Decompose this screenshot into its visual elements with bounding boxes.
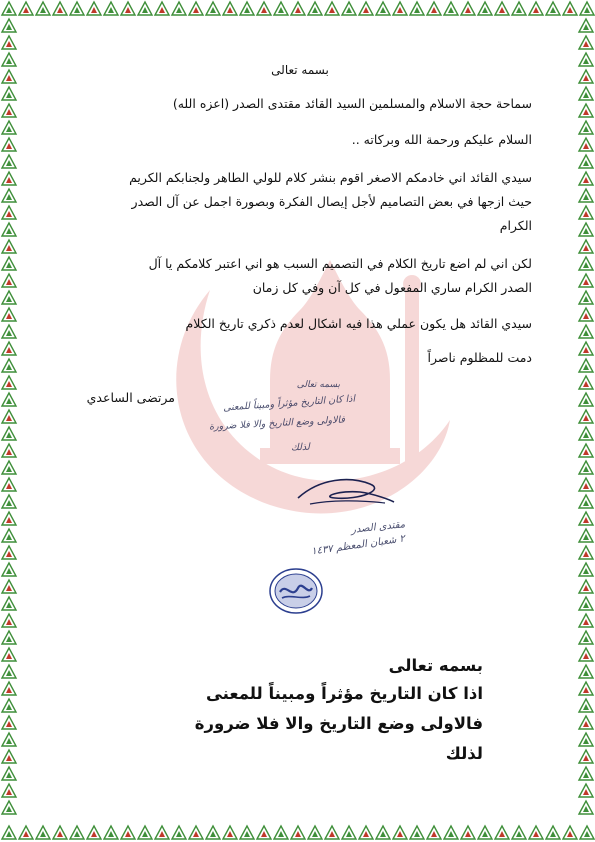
border-motif bbox=[529, 826, 543, 839]
border-motif bbox=[2, 206, 16, 219]
border-motif bbox=[359, 826, 373, 839]
border-motif bbox=[579, 597, 593, 610]
border-motif bbox=[579, 478, 593, 491]
border-motif bbox=[2, 716, 16, 729]
border-motif bbox=[579, 529, 593, 542]
border-motif bbox=[2, 342, 16, 355]
border-motif bbox=[2, 750, 16, 763]
handwritten-line-1: اذا كان التاريخ مؤثراً ومبيناً للمعنى bbox=[222, 393, 356, 414]
border-motif bbox=[579, 444, 593, 457]
border-motif bbox=[53, 2, 67, 15]
paragraph-2-line-2: الصدر الكرام ساري المفعول في كل آن وفي كل زمان bbox=[252, 280, 532, 295]
border-motif bbox=[478, 826, 492, 839]
border-motif bbox=[2, 53, 16, 66]
border-motif bbox=[2, 563, 16, 576]
border-motif bbox=[579, 19, 593, 32]
border-motif bbox=[2, 359, 16, 372]
border-motif bbox=[2, 325, 16, 338]
border-motif bbox=[87, 826, 101, 839]
border-motif bbox=[2, 376, 16, 389]
border-motif bbox=[325, 826, 339, 839]
border-motif bbox=[104, 2, 118, 15]
border-motif bbox=[461, 826, 475, 839]
border-motif bbox=[189, 2, 203, 15]
border-motif bbox=[495, 2, 509, 15]
border-motif bbox=[376, 826, 390, 839]
border-motif bbox=[2, 546, 16, 559]
border-motif bbox=[2, 801, 16, 814]
border-motif bbox=[2, 36, 16, 49]
border-motif bbox=[2, 444, 16, 457]
border-motif bbox=[495, 826, 509, 839]
border-motif bbox=[579, 495, 593, 508]
border-motif bbox=[138, 2, 152, 15]
border-motif bbox=[155, 826, 169, 839]
official-seal bbox=[268, 566, 324, 616]
border-motif bbox=[579, 308, 593, 321]
border-motif bbox=[579, 36, 593, 49]
border-motif bbox=[2, 699, 16, 712]
border-motif bbox=[579, 665, 593, 678]
border-motif bbox=[291, 826, 305, 839]
handwritten-line-2: فالاولى وضع التاريخ والا فلا ضرورة bbox=[208, 414, 346, 433]
border-motif bbox=[579, 699, 593, 712]
paragraph-1-line-2: حيث ازجها في بعض التصاميم لأجل إيصال الفكرة وبصورة اجمل عن آل الصدر bbox=[131, 194, 532, 209]
border-motif bbox=[70, 2, 84, 15]
border-motif bbox=[579, 257, 593, 270]
border-motif bbox=[579, 716, 593, 729]
border-motif bbox=[155, 2, 169, 15]
border-motif bbox=[2, 512, 16, 525]
border-motif bbox=[376, 2, 390, 15]
border-motif bbox=[2, 427, 16, 440]
border-motif bbox=[223, 826, 237, 839]
border-motif bbox=[342, 2, 356, 15]
border-motif bbox=[512, 826, 526, 839]
border-motif bbox=[2, 189, 16, 202]
border-motif bbox=[138, 826, 152, 839]
addressee-line: سماحة حجة الاسلام والمسلمين السيد القائد مقتدى الصدر (اعزه الله) bbox=[172, 96, 532, 111]
border-motif bbox=[2, 87, 16, 100]
paragraph-1-line-1: سيدي القائد اني خادمكم الاصغر اقوم بنشر كلام للولي الطاهر ولجنابكم الكريم bbox=[129, 170, 532, 185]
border-motif bbox=[579, 410, 593, 423]
border-motif bbox=[579, 427, 593, 440]
border-motif bbox=[2, 495, 16, 508]
border-motif bbox=[2, 121, 16, 134]
border-motif bbox=[410, 2, 424, 15]
border-motif bbox=[240, 2, 254, 15]
border-motif bbox=[579, 376, 593, 389]
border-motif bbox=[2, 393, 16, 406]
border-motif bbox=[461, 2, 475, 15]
border-motif bbox=[257, 2, 271, 15]
border-motif bbox=[206, 826, 220, 839]
border-motif bbox=[579, 750, 593, 763]
handwritten-heading: بسمه تعالى bbox=[296, 380, 340, 390]
border-motif bbox=[579, 801, 593, 814]
border-motif bbox=[529, 2, 543, 15]
sender-name: مرتضى الساعدي bbox=[86, 390, 175, 405]
border-motif bbox=[172, 2, 186, 15]
border-motif bbox=[2, 784, 16, 797]
border-motif bbox=[2, 172, 16, 185]
border-motif bbox=[579, 189, 593, 202]
border-motif bbox=[2, 291, 16, 304]
border-motif bbox=[2, 240, 16, 253]
border-motif bbox=[189, 826, 203, 839]
border-motif bbox=[579, 70, 593, 83]
handwritten-signature bbox=[290, 470, 400, 510]
border-motif bbox=[393, 826, 407, 839]
border-motif bbox=[579, 155, 593, 168]
border-motif bbox=[579, 206, 593, 219]
right-border-ornament bbox=[577, 0, 595, 842]
reply-line-3: لذلك bbox=[445, 744, 483, 763]
border-motif bbox=[478, 2, 492, 15]
border-motif bbox=[87, 2, 101, 15]
border-motif bbox=[2, 410, 16, 423]
border-motif bbox=[579, 138, 593, 151]
letter-heading: بسمه تعالى bbox=[271, 63, 329, 77]
border-motif bbox=[2, 733, 16, 746]
question-line: سيدي القائد هل يكون عملي هذا فيه اشكال لعدم ذكري تاريخ الكلام bbox=[185, 316, 532, 331]
top-border-ornament bbox=[0, 0, 595, 18]
border-motif bbox=[2, 308, 16, 321]
handwritten-date: ٢ شعبان المعظم ١٤٣٧ bbox=[310, 533, 406, 558]
border-motif bbox=[240, 826, 254, 839]
reply-line-1: اذا كان التاريخ مؤثراً ومبيناً للمعنى bbox=[205, 684, 483, 703]
border-motif bbox=[579, 461, 593, 474]
border-motif bbox=[257, 826, 271, 839]
border-motif bbox=[2, 223, 16, 236]
border-motif bbox=[546, 826, 560, 839]
border-motif bbox=[410, 826, 424, 839]
border-motif bbox=[19, 826, 33, 839]
border-motif bbox=[291, 2, 305, 15]
border-motif bbox=[274, 826, 288, 839]
border-motif bbox=[2, 19, 16, 32]
border-motif bbox=[2, 682, 16, 695]
reply-line-2: فالاولى وضع التاريخ والا فلا ضرورة bbox=[194, 714, 483, 733]
border-motif bbox=[2, 767, 16, 780]
border-motif bbox=[579, 631, 593, 644]
border-motif bbox=[579, 359, 593, 372]
border-motif bbox=[104, 826, 118, 839]
border-motif bbox=[579, 648, 593, 661]
border-motif bbox=[579, 325, 593, 338]
border-motif bbox=[427, 826, 441, 839]
border-motif bbox=[579, 733, 593, 746]
border-motif bbox=[2, 155, 16, 168]
border-motif bbox=[579, 223, 593, 236]
border-motif bbox=[2, 529, 16, 542]
border-motif bbox=[223, 2, 237, 15]
border-motif bbox=[444, 826, 458, 839]
border-motif bbox=[579, 121, 593, 134]
border-motif bbox=[172, 826, 186, 839]
border-motif bbox=[121, 2, 135, 15]
border-motif bbox=[2, 597, 16, 610]
border-motif bbox=[579, 240, 593, 253]
border-motif bbox=[546, 2, 560, 15]
paragraph-1-line-3: الكرام bbox=[499, 218, 532, 233]
border-motif bbox=[2, 70, 16, 83]
border-motif bbox=[393, 2, 407, 15]
border-motif bbox=[308, 2, 322, 15]
border-motif bbox=[19, 2, 33, 15]
handwritten-line-3: لذلك bbox=[291, 441, 311, 454]
bottom-border-ornament bbox=[0, 824, 595, 842]
paragraph-2-line-1: لكن اني لم اضع تاريخ الكلام في التصميم السبب هو اني اعتبر كلامكم يا آل bbox=[148, 256, 532, 271]
border-motif bbox=[2, 138, 16, 151]
border-motif bbox=[579, 682, 593, 695]
border-motif bbox=[579, 580, 593, 593]
border-motif bbox=[2, 648, 16, 661]
reply-heading: بسمه تعالى bbox=[388, 656, 483, 675]
border-motif bbox=[579, 784, 593, 797]
border-motif bbox=[579, 172, 593, 185]
border-motif bbox=[579, 104, 593, 117]
border-motif bbox=[579, 291, 593, 304]
border-motif bbox=[53, 826, 67, 839]
border-motif bbox=[308, 826, 322, 839]
left-border-ornament bbox=[0, 0, 18, 842]
border-motif bbox=[2, 614, 16, 627]
border-motif bbox=[579, 614, 593, 627]
border-motif bbox=[563, 2, 577, 15]
border-motif bbox=[579, 563, 593, 576]
border-motif bbox=[2, 274, 16, 287]
greeting-line: السلام عليكم ورحمة الله وبركاته .. bbox=[351, 132, 532, 147]
closing-line: دمت للمظلوم ناصراً bbox=[427, 350, 532, 365]
border-motif bbox=[579, 393, 593, 406]
border-motif bbox=[579, 87, 593, 100]
border-motif bbox=[36, 2, 50, 15]
border-motif bbox=[206, 2, 220, 15]
border-motif bbox=[579, 512, 593, 525]
border-motif bbox=[36, 826, 50, 839]
border-motif bbox=[274, 2, 288, 15]
border-motif bbox=[342, 826, 356, 839]
border-motif bbox=[2, 461, 16, 474]
border-motif bbox=[579, 767, 593, 780]
border-motif bbox=[579, 274, 593, 287]
border-motif bbox=[579, 342, 593, 355]
border-motif bbox=[2, 478, 16, 491]
border-motif bbox=[2, 257, 16, 270]
border-motif bbox=[359, 2, 373, 15]
border-motif bbox=[427, 2, 441, 15]
border-motif bbox=[579, 546, 593, 559]
border-motif bbox=[563, 826, 577, 839]
border-motif bbox=[2, 580, 16, 593]
border-motif bbox=[512, 2, 526, 15]
border-motif bbox=[2, 104, 16, 117]
border-motif bbox=[444, 2, 458, 15]
border-motif bbox=[121, 826, 135, 839]
border-motif bbox=[325, 2, 339, 15]
border-motif bbox=[2, 665, 16, 678]
border-motif bbox=[2, 631, 16, 644]
handwritten-signature-name: مقتدى الصدر bbox=[350, 519, 406, 536]
border-motif bbox=[579, 53, 593, 66]
border-motif bbox=[70, 826, 84, 839]
